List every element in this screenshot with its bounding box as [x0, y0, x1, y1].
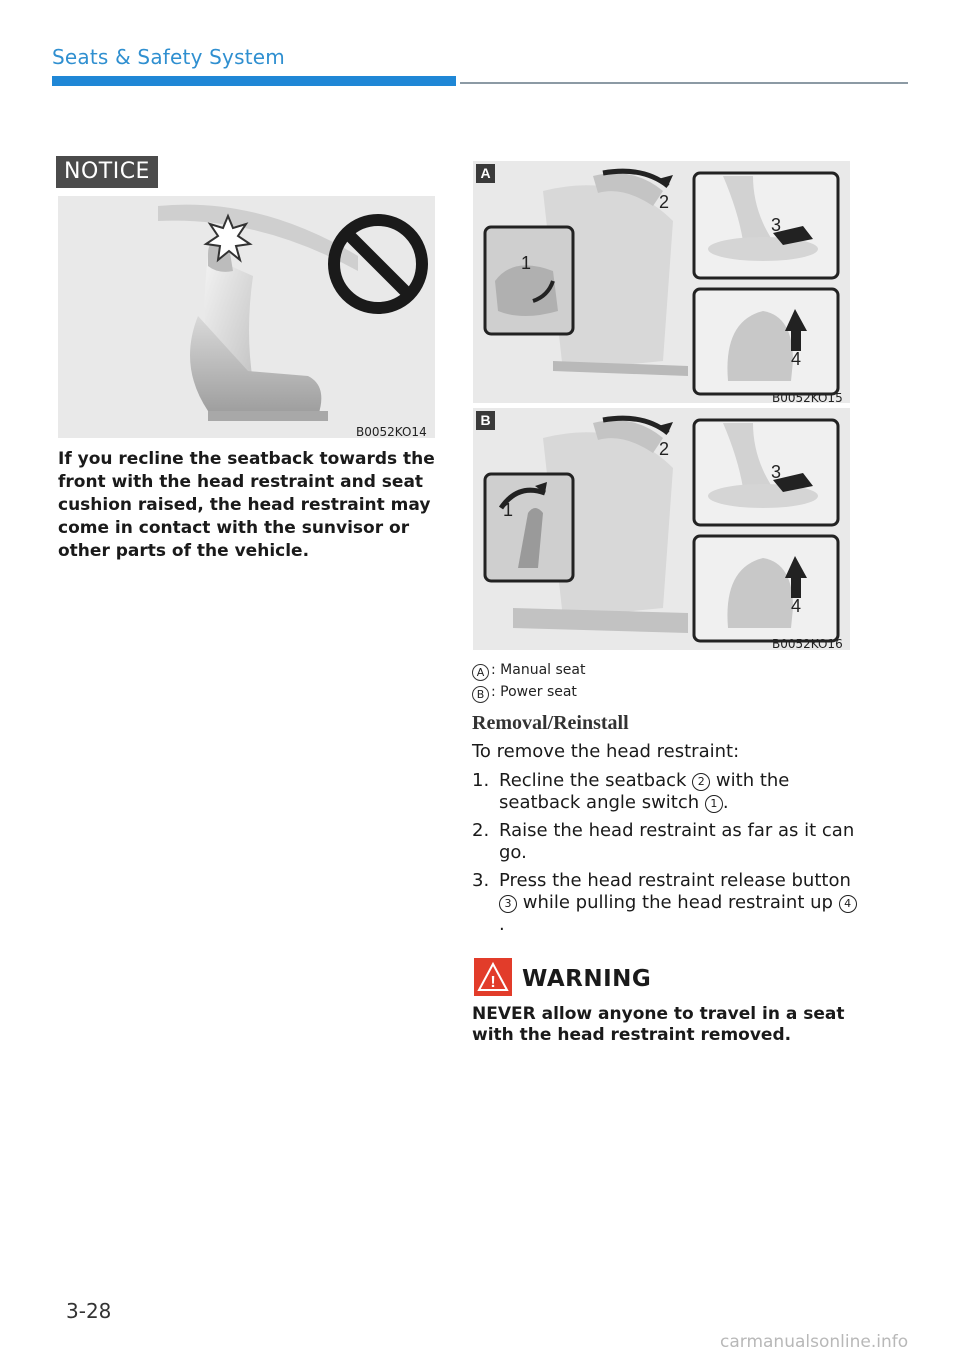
section-title: Seats & Safety System [52, 45, 285, 69]
figure-label-a: A [476, 164, 495, 183]
callout-4: 4 [791, 349, 802, 369]
legend-key: A [472, 664, 489, 681]
ref-head-restraint: 4 [839, 895, 857, 913]
callout-2: 2 [659, 439, 670, 459]
step-number: 1. [472, 770, 490, 791]
ref-release-button: 3 [499, 895, 517, 913]
header-accent-bar [52, 76, 456, 86]
step-number: 3. [472, 870, 490, 891]
section-heading: Removal/Reinstall [472, 712, 629, 734]
legend-text: : Power seat [491, 684, 577, 700]
step-1 [472, 770, 862, 814]
header-rule [460, 82, 908, 84]
figure-code: B0052KO15 [772, 391, 843, 405]
ref-angle-switch: 1 [705, 795, 723, 813]
callout-3: 3 [771, 215, 782, 235]
reclined-seat-collision-illustration [58, 196, 435, 438]
figure-label-b: B [476, 411, 495, 430]
page-number: 3-28 [66, 1299, 112, 1323]
power-seat-removal-illustration [473, 408, 850, 650]
step-text: Raise the head restraint as far as it can go. [499, 820, 855, 863]
watermark: carmanualsonline.info [720, 1332, 909, 1352]
legend-text: : Manual seat [491, 662, 586, 678]
callout-1: 1 [503, 500, 514, 520]
step-text: Press the head restraint release button 3 while pulling the head restraint up 4. [499, 870, 859, 936]
notice-badge: NOTICE [56, 156, 158, 188]
figure-a [473, 161, 850, 403]
legend-key: B [472, 686, 489, 703]
legend-item-power-seat [472, 684, 577, 703]
notice-figure [58, 196, 435, 438]
svg-text:!: ! [490, 974, 496, 991]
ref-seatback: 2 [692, 773, 710, 791]
notice-text: If you recline the seatback towards the front with the head restraint and seat cushion raised, the head restraint may come in contact with the sunvisor or other parts of the vehicle. [58, 449, 435, 561]
callout-4: 4 [791, 596, 802, 616]
callout-3: 3 [771, 462, 782, 482]
step-text: Recline the seatback 2 with the seatback angle switch 1 . [499, 770, 790, 813]
figure-b [473, 408, 850, 650]
warning-title: WARNING [522, 966, 652, 992]
callout-1: 1 [521, 253, 532, 273]
legend-item-manual-seat [472, 662, 585, 681]
manual-seat-removal-illustration [473, 161, 850, 403]
step-2 [472, 820, 862, 864]
figure-code: B0052KO16 [772, 637, 843, 651]
warning-icon [474, 958, 512, 996]
removal-intro: To remove the head restraint: [472, 741, 740, 762]
step-number: 2. [472, 820, 490, 841]
callout-2: 2 [659, 192, 670, 212]
figure-code: B0052KO14 [356, 425, 427, 439]
warning-text: NEVER allow anyone to travel in a seat with the head restraint removed. [472, 1004, 845, 1045]
step-3 [472, 870, 862, 936]
